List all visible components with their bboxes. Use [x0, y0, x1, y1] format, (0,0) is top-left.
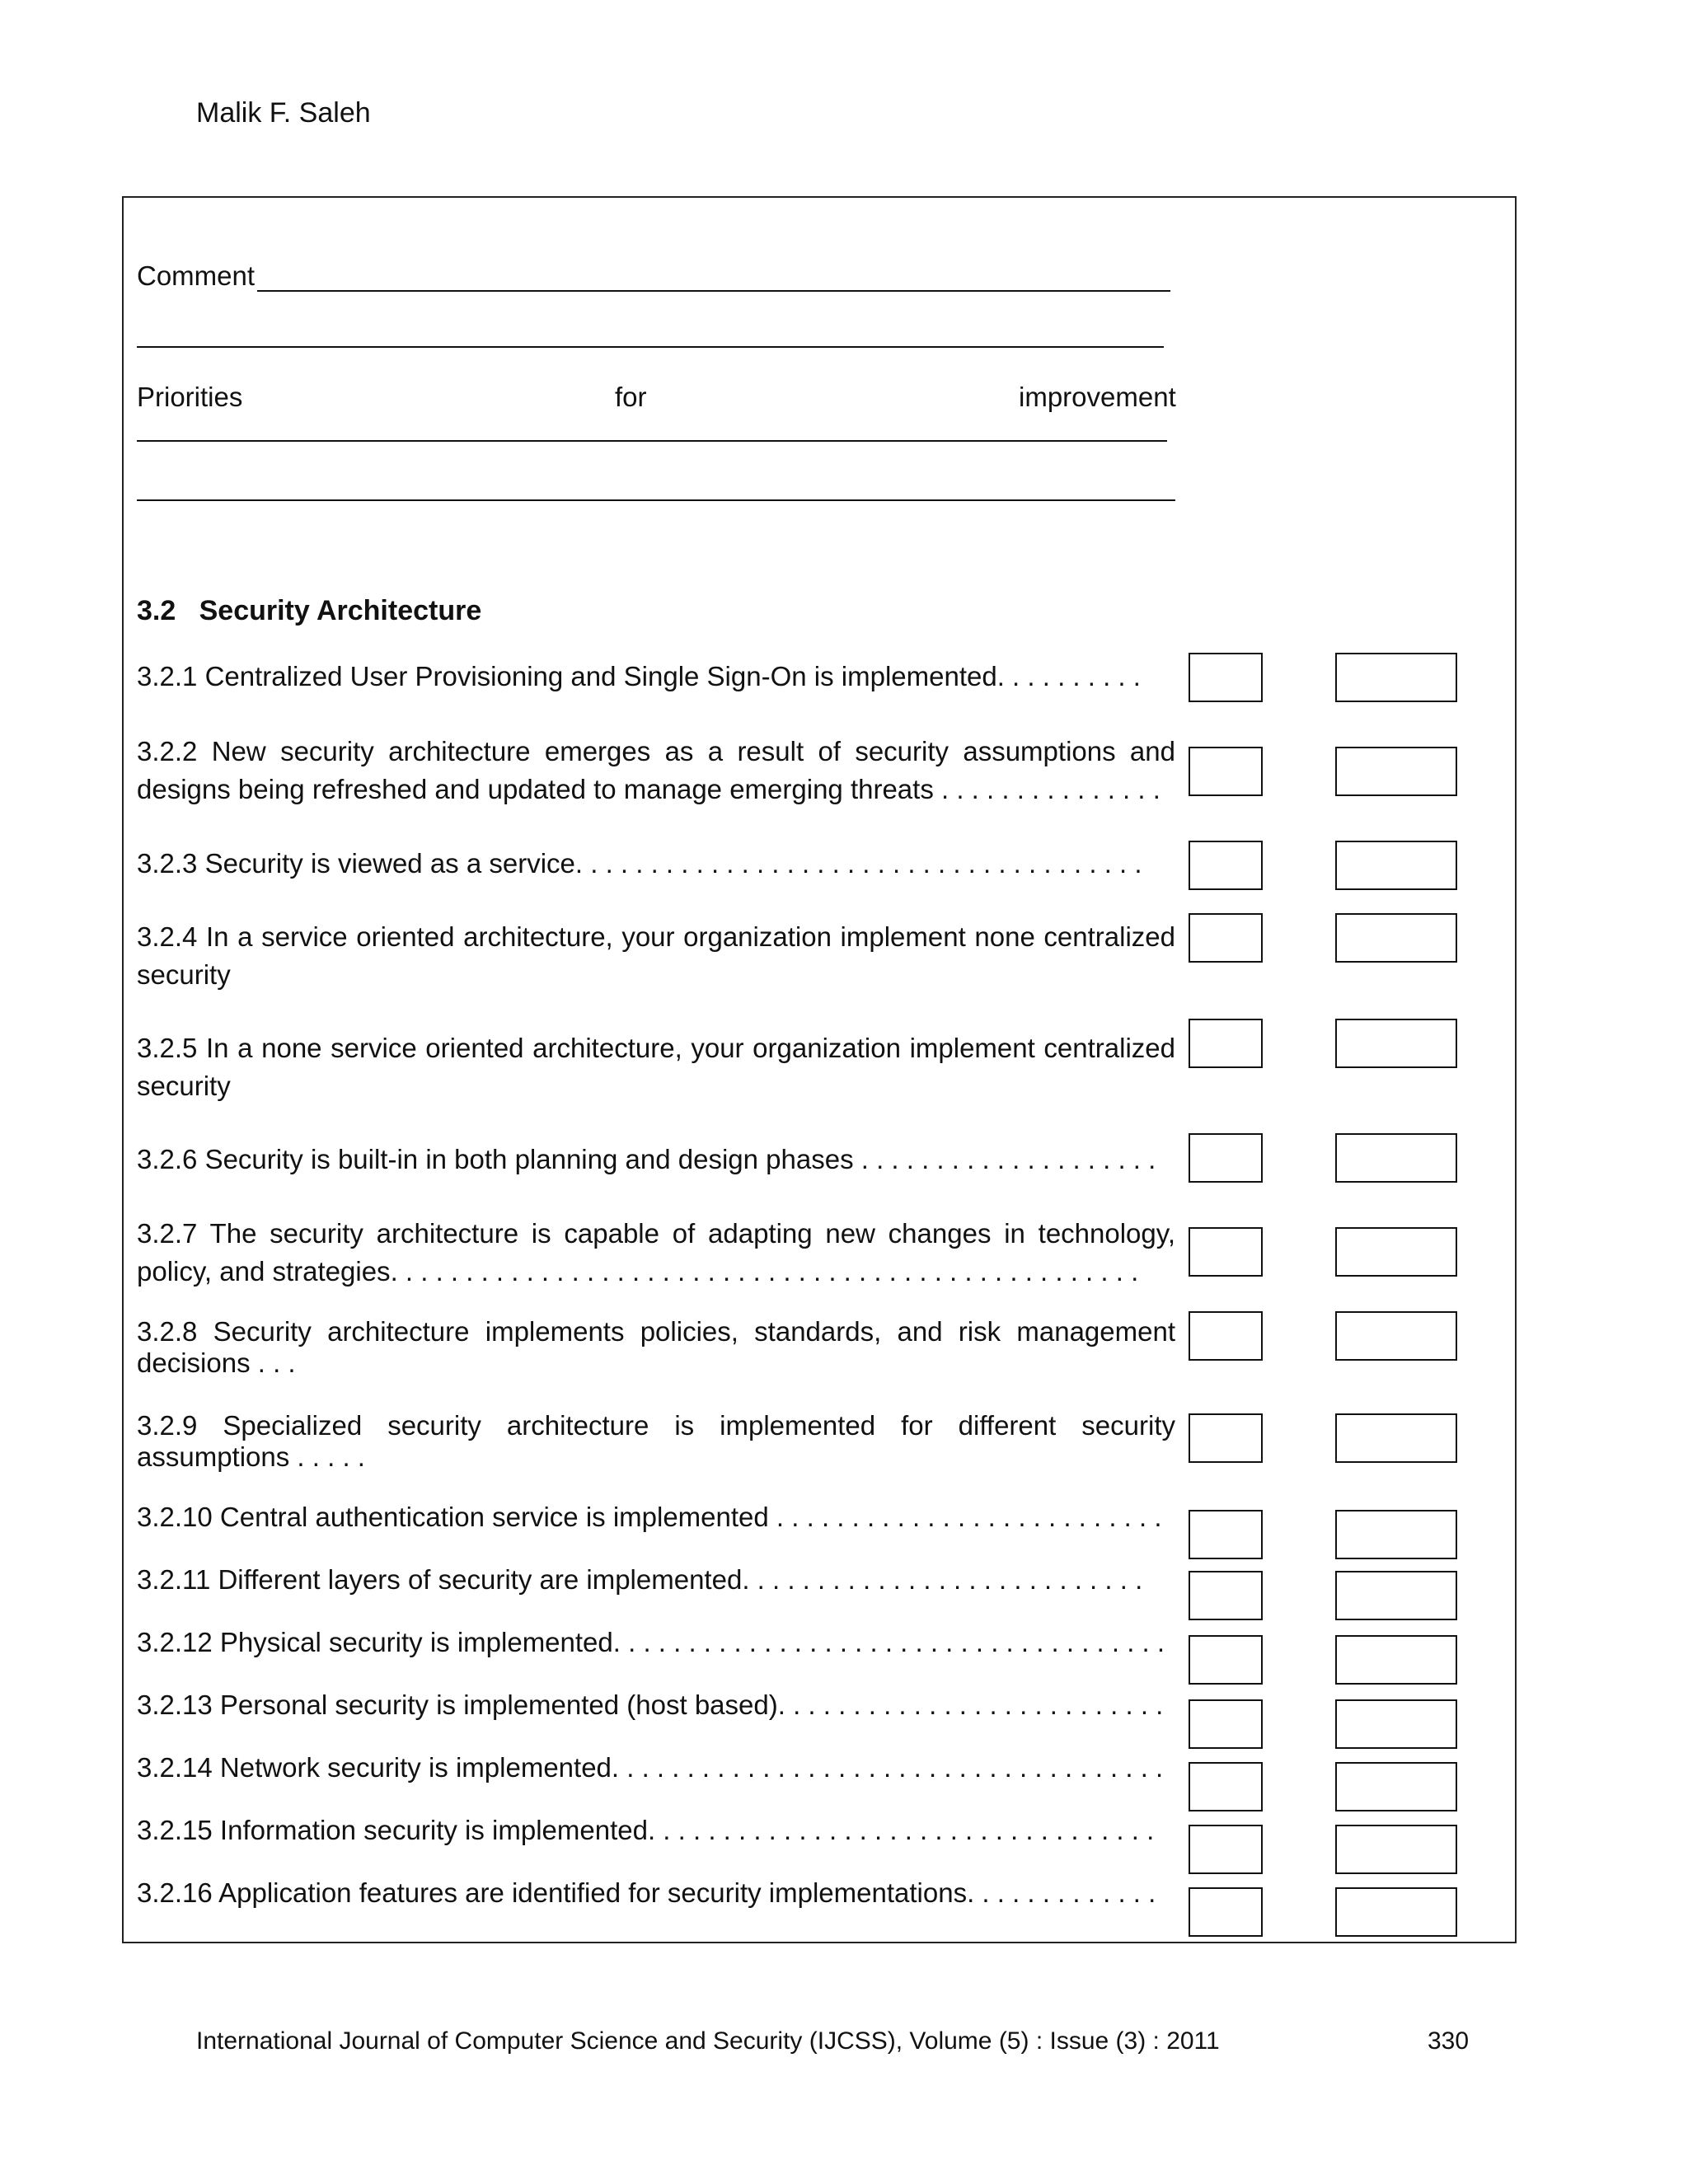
item-3-2-7-checkbox-b[interactable]	[1335, 1227, 1457, 1277]
item-3-2-2-checkbox-a[interactable]	[1189, 747, 1263, 796]
leader-dots: . . . . . . . . . . . . . . . . . . . . . . . . . . . . . . . . . .	[647, 1815, 1155, 1845]
priorities-line-1[interactable]	[137, 440, 1167, 442]
item-text: 3.2.2 New security architecture emerges as a result of security assumptions and designs being refreshed and updated to manage emerging threats	[137, 736, 1175, 804]
priorities-word-3: improvement	[1019, 382, 1176, 412]
leader-dots: . . . . . . . . . . . . . . . . . . . . . . . . . . . . . . . . . . . . . .	[574, 848, 1142, 879]
item-text: 3.2.15 Information security is implemented	[137, 1815, 648, 1845]
item-3-2-12-checkbox-a[interactable]	[1189, 1635, 1263, 1685]
item-3-2-14	[137, 1749, 1175, 1787]
section-number: 3.2	[137, 595, 176, 626]
leader-dots: . . . . . . . . . . . . . . . . . . . .	[853, 1144, 1156, 1174]
item-3-2-5-checkbox-b[interactable]	[1335, 1019, 1457, 1068]
priorities-word-2: for	[615, 382, 647, 412]
item-3-2-1-checkbox-b[interactable]	[1335, 653, 1457, 702]
item-3-2-13	[137, 1686, 1175, 1724]
leader-dots: . . . . . . . . . . . . .	[967, 1877, 1156, 1908]
item-3-2-13-checkbox-a[interactable]	[1189, 1699, 1263, 1749]
item-text: 3.2.7 The security architecture is capable of adapting new changes in technology, policy, and strategies	[137, 1218, 1175, 1286]
leader-dots: . . . . . . . . . . . . . . . . . . . . . . . . . . . . . . . . . . . . .	[611, 1752, 1164, 1783]
comment-label: Comment	[137, 260, 256, 291]
item-text: 3.2.1 Centralized User Provisioning and Single Sign-On is implemented	[137, 661, 997, 691]
item-3-2-1	[137, 658, 1175, 696]
item-3-2-3-checkbox-a[interactable]	[1189, 841, 1263, 890]
item-3-2-15	[137, 1811, 1175, 1849]
item-3-2-10-checkbox-b[interactable]	[1335, 1510, 1457, 1559]
leader-dots: . . . . . . . . . . . . . . . . . . . . . . . . . . . . . . . . . . . . .	[612, 1627, 1165, 1657]
item-text: 3.2.6 Security is built-in in both planning and design phases	[137, 1144, 854, 1174]
leader-dots: . . . . . . . . . . . . . . . . . . . . . . . . . .	[777, 1690, 1164, 1720]
footer-journal-citation: International Journal of Computer Science and Security (IJCSS), Volume (5) : Issue (3) : 2011	[196, 2027, 1220, 2055]
item-3-2-12	[137, 1624, 1175, 1661]
item-text: 3.2.12 Physical security is implemented	[137, 1627, 613, 1657]
item-3-2-11-checkbox-a[interactable]	[1189, 1571, 1263, 1620]
item-3-2-6	[137, 1141, 1175, 1179]
item-text: 3.2.10 Central authentication service is implemented	[137, 1502, 769, 1532]
item-3-2-6-checkbox-b[interactable]	[1335, 1133, 1457, 1183]
item-3-2-5	[137, 1029, 1175, 1105]
item-3-2-12-checkbox-b[interactable]	[1335, 1635, 1457, 1685]
item-3-2-3-checkbox-b[interactable]	[1335, 841, 1457, 890]
leader-dots: . . . . . . . . . . . . . . . . . . . . . . . . . . . . . . . . . . . . . . . . . . . . . . . . . .	[390, 1256, 1139, 1286]
item-3-2-11	[137, 1561, 1175, 1599]
comment-line-2[interactable]	[137, 346, 1164, 348]
item-3-2-16	[137, 1874, 1175, 1912]
item-3-2-14-checkbox-a[interactable]	[1189, 1762, 1263, 1811]
item-3-2-14-checkbox-b[interactable]	[1335, 1762, 1457, 1811]
running-header-author: Malik F. Saleh	[196, 97, 371, 129]
item-3-2-2	[137, 733, 1175, 808]
item-3-2-6-checkbox-a[interactable]	[1189, 1133, 1263, 1183]
item-3-2-15-checkbox-a[interactable]	[1189, 1825, 1263, 1874]
item-text: 3.2.5 In a none service oriented architecture, your organization implement centralized security	[137, 1033, 1175, 1101]
item-text: 3.2.9 Specialized security architecture is implemented for different security assumptions	[137, 1410, 1175, 1472]
leader-dots: . . . . . . . . . .	[996, 661, 1141, 691]
item-3-2-5-checkbox-a[interactable]	[1189, 1019, 1263, 1068]
item-text: 3.2.4 In a service oriented architecture, your organization implement none centralized security	[137, 921, 1175, 990]
item-3-2-4-checkbox-b[interactable]	[1335, 913, 1457, 963]
item-3-2-1-checkbox-a[interactable]	[1189, 653, 1263, 702]
item-text: 3.2.14 Network security is implemented	[137, 1752, 612, 1783]
item-3-2-8-checkbox-a[interactable]	[1189, 1311, 1263, 1361]
item-3-2-13-checkbox-b[interactable]	[1335, 1699, 1457, 1749]
comment-line-1[interactable]	[257, 290, 1170, 292]
item-text: 3.2.3 Security is viewed as a service	[137, 848, 575, 879]
item-3-2-8-checkbox-b[interactable]	[1335, 1311, 1457, 1361]
item-3-2-16-checkbox-b[interactable]	[1335, 1887, 1457, 1937]
item-text: 3.2.11 Different layers of security are implemented	[137, 1564, 743, 1595]
leader-dots: . . . . . . . . . . . . . . .	[933, 774, 1160, 804]
item-3-2-7-checkbox-a[interactable]	[1189, 1227, 1263, 1277]
item-3-2-9-checkbox-b[interactable]	[1335, 1413, 1457, 1463]
leader-dots: . . . . . . . . . . . . . . . . . . . . . . . . . .	[768, 1502, 1162, 1532]
item-text: 3.2.16 Application features are identified for security implementations	[137, 1877, 968, 1908]
item-3-2-10	[137, 1498, 1175, 1536]
footer-page-number: 330	[1428, 2027, 1470, 2055]
item-3-2-8	[137, 1316, 1175, 1379]
item-3-2-11-checkbox-b[interactable]	[1335, 1571, 1457, 1620]
leader-dots: . . .	[250, 1347, 296, 1378]
leader-dots: . . . . .	[289, 1441, 365, 1472]
item-3-2-15-checkbox-b[interactable]	[1335, 1825, 1457, 1874]
section-heading	[137, 595, 481, 627]
item-text: 3.2.8 Security architecture implements policies, standards, and risk management decisions	[137, 1316, 1175, 1378]
item-3-2-3	[137, 845, 1175, 883]
item-3-2-16-checkbox-a[interactable]	[1189, 1887, 1263, 1937]
item-3-2-4	[137, 918, 1175, 994]
priorities-line-2[interactable]	[137, 499, 1175, 501]
section-title: Security Architecture	[199, 595, 482, 626]
item-3-2-4-checkbox-a[interactable]	[1189, 913, 1263, 963]
item-3-2-2-checkbox-b[interactable]	[1335, 747, 1457, 796]
leader-dots: . . . . . . . . . . . . . . . . . . . . . . . . . . .	[742, 1564, 1143, 1595]
priorities-word-1: Priorities	[137, 382, 243, 412]
item-3-2-9-checkbox-a[interactable]	[1189, 1413, 1263, 1463]
item-3-2-7	[137, 1215, 1175, 1291]
item-text: 3.2.13 Personal security is implemented (host based)	[137, 1690, 778, 1720]
item-3-2-10-checkbox-a[interactable]	[1189, 1510, 1263, 1559]
item-3-2-9	[137, 1410, 1175, 1473]
